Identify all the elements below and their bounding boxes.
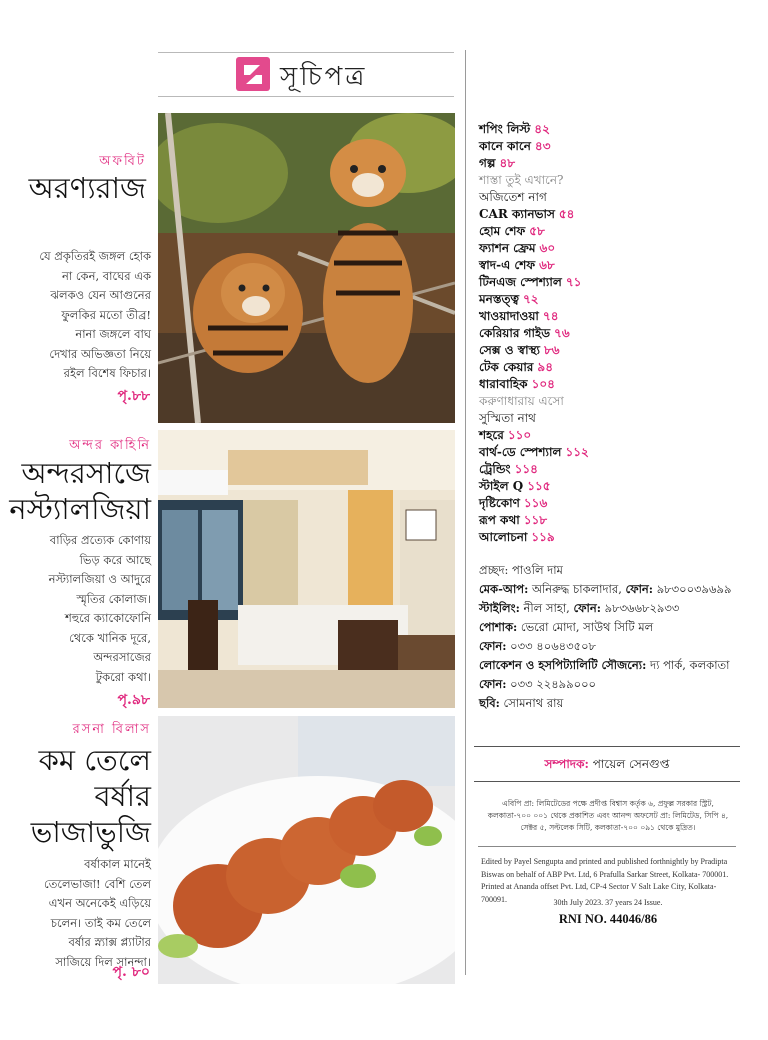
page-title: সূচিপত্র — [280, 62, 368, 92]
blurb-line: এখন অনেকেই এড়িয়ে — [48, 896, 151, 910]
contents-item[interactable] — [479, 376, 749, 393]
contents-item — [479, 172, 749, 189]
contents-item-page: ৬০ — [539, 241, 556, 255]
header-bottom-rule — [158, 96, 454, 97]
issue-date: 30th July 2023. 37 years 24 Issue. — [553, 898, 663, 907]
credit-line — [479, 561, 759, 580]
credit-value: দ্য পার্ক, কলকাতা — [646, 658, 730, 672]
blurb-line: শহুরে ক্যাকোফোনি — [65, 611, 151, 625]
rni-number: RNI NO. 44046/86 — [558, 912, 658, 926]
contents-item-page: ১১৬ — [523, 496, 548, 510]
contents-item-title: শহরে — [479, 428, 504, 442]
contents-item-title: গল্প — [479, 156, 496, 170]
contents-item-page: ৭১ — [565, 275, 582, 289]
headline-line: নস্ট্যালজিয়া — [9, 492, 151, 526]
credit-value: ৯৮৩৬৬৮২৯৩৩ — [600, 601, 680, 615]
contents-item-title: মনস্তত্ত্ব — [479, 292, 519, 306]
blurb-line: ঝলকও যেন আগুনের — [50, 288, 151, 302]
contents-item-page: ৭৬ — [554, 326, 570, 340]
contents-item[interactable] — [479, 291, 749, 308]
tiger-cubs-photo — [158, 113, 455, 423]
credit-value: ০৩৩ ২২৪৯৯০০০ — [506, 677, 597, 691]
blurb-line: বর্ষার স্ন্যাক্স প্ল্যাটার — [68, 935, 151, 949]
contents-item — [479, 393, 749, 410]
blurb-line: বর্ষাকাল মানেই — [84, 857, 151, 871]
credit-line — [479, 580, 759, 599]
contents-item[interactable] — [479, 478, 749, 495]
blurb-line: সাজিয়ে দিল সানন্দা। — [55, 954, 151, 969]
contents-item-title: অজিতেশ নাগ — [479, 190, 547, 204]
contents-item[interactable] — [479, 427, 749, 444]
credit-value: পাওলি দাম — [508, 563, 563, 577]
editor-name: পায়েল সেনগুপ্ত — [588, 757, 670, 771]
contents-item-title: করুণাধারায় এসো — [479, 394, 564, 408]
editor-line — [474, 756, 740, 776]
contents-item — [479, 410, 749, 427]
credit-value: ভেরো মোদা, সাউথ সিটি মল — [517, 620, 654, 634]
contents-item[interactable] — [479, 342, 749, 359]
dining-room-photo — [158, 430, 455, 708]
contents-item-page: ৯৪ — [537, 360, 553, 374]
story-page-ref[interactable]: পৃ.৮৮ — [117, 388, 150, 404]
contents-item[interactable] — [479, 495, 749, 512]
contents-item-title: স্বাদ-এ শেফ — [479, 258, 536, 272]
credit-label: মেক-আপ: — [479, 582, 529, 596]
editor-bottom-rule — [474, 781, 740, 782]
contents-item[interactable] — [479, 529, 749, 546]
headline-line: বর্ষার — [94, 779, 151, 813]
headline-line: অরণ্যরাজ — [28, 171, 146, 205]
contents-item-title: CAR ক্যানভাস — [479, 207, 555, 221]
contents-item-title: হোম শেফ — [479, 224, 526, 238]
credit-label: স্টাইলিং: — [479, 601, 520, 615]
editor-top-rule — [474, 746, 740, 747]
blurb-line: চলেন। তাই কম তেলে — [50, 915, 151, 930]
credit-label: ফোন: — [573, 601, 601, 615]
magazine-logo-icon — [236, 57, 270, 91]
contents-item-page: ১১২ — [565, 445, 589, 459]
contents-item[interactable] — [479, 121, 749, 138]
contents-item-title: সুস্মিতা নাথ — [479, 411, 536, 425]
contents-item[interactable] — [479, 325, 749, 342]
contents-item-title: কেরিয়ার গাইড — [479, 326, 551, 340]
contents-item-title: বার্থ-ডে স্পেশ্যাল — [479, 445, 562, 459]
credit-value: সোমনাথ রায় — [499, 696, 564, 710]
story-kicker: অফবিট — [99, 154, 146, 169]
headline-line: ভাজাভুজি — [30, 815, 151, 849]
contents-item-title: খাওয়াদাওয়া — [479, 309, 539, 323]
credit-value: নীল সাহা, — [519, 601, 574, 615]
imprint-rule — [478, 846, 736, 847]
credit-value: ০৩৩ ৪০৬৪৩৫০৮ — [506, 639, 597, 653]
contents-item-title: রূপ কথা — [479, 513, 520, 527]
imprint-english: Edited by Payel Sengupta and printed and published forthnightly by Pradipta Biswas on behalf of ABP Pvt. Ltd, 6 Prafulla Sarkar Street, Kolkata- 700001. Printed at Ananda offset Pvt. Ltd, CP-4 Sector V Salt Lake City, Kolkata- 700091. — [481, 857, 729, 904]
story-blurb — [20, 855, 151, 972]
contents-item-title: শপিং লিস্ট — [479, 122, 531, 136]
story-headline[interactable] — [20, 170, 146, 206]
contents-item-page: ৪২ — [534, 122, 550, 136]
contents-item[interactable] — [479, 155, 749, 172]
contents-item-page: ১১৯ — [531, 530, 555, 544]
column-divider — [465, 50, 466, 975]
credit-label: প্রচ্ছদ: — [479, 563, 509, 577]
contents-item[interactable] — [479, 257, 749, 274]
contents-item-page: ৭২ — [523, 292, 539, 306]
contents-item-title: আলোচনা — [479, 530, 528, 544]
contents-item-page: ৫৪ — [558, 207, 575, 221]
story-kicker: অন্দর কাহিনি — [69, 438, 151, 453]
credit-value: ৯৮৩০০৩৯৬৯৯ — [653, 582, 732, 596]
contents-item[interactable] — [479, 444, 749, 461]
header-top-rule — [158, 52, 454, 53]
contents-item-page: ১১৪ — [514, 462, 538, 476]
story-page-ref[interactable]: পৃ. ৮০ — [112, 964, 150, 980]
story-headline[interactable] — [10, 742, 151, 850]
credit-label: ফোন: — [479, 677, 507, 691]
story-page-ref[interactable]: পৃ.৯৮ — [117, 692, 150, 708]
blurb-line: বাড়ির প্রত্যেক কোণায় — [49, 533, 151, 547]
credit-line — [479, 656, 759, 675]
contents-item[interactable] — [479, 308, 749, 325]
contents-item[interactable] — [479, 274, 749, 291]
blurb-line: দেখার অভিজ্ঞতা নিয়ে — [49, 346, 151, 361]
credit-line — [479, 618, 759, 637]
story-kicker: রসনা বিলাস — [72, 722, 151, 737]
contents-item-title: ফ্যাশন ফ্রেম — [479, 241, 536, 255]
contents-item-title: শাস্তা তুই এখানে? — [479, 173, 564, 187]
contents-item — [479, 189, 749, 206]
blurb-line: ফুলকির মতো তীব্র! — [61, 307, 151, 322]
contents-item-page: ৭৪ — [542, 309, 559, 323]
credit-value: অনিরুদ্ধ চাকলাদার, — [528, 582, 626, 596]
credit-label: ছবি: — [479, 696, 500, 710]
contents-item[interactable] — [479, 461, 749, 478]
credit-label: পোশাক: — [479, 620, 518, 634]
contents-item[interactable] — [479, 359, 749, 376]
credit-line — [479, 694, 759, 713]
blurb-line: না কেন, বাঘের এক — [62, 268, 151, 283]
blurb-line: থেকে খানিক দূরে, — [69, 630, 151, 645]
contents-item-title: টিনএজ স্পেশ্যাল — [479, 275, 562, 289]
contents-item-page: ১১৮ — [523, 513, 548, 527]
credit-line — [479, 599, 759, 618]
fried-snacks-photo — [158, 716, 455, 984]
editor-label: সম্পাদক: — [544, 757, 589, 771]
contents-item-title: স্টাইল Q — [479, 479, 524, 493]
headline-line: অন্দরসাজে — [21, 456, 151, 490]
contents-item-title: দৃষ্টিকোণ — [479, 496, 520, 510]
contents-list — [479, 121, 749, 546]
contents-item[interactable] — [479, 138, 749, 155]
contents-item-title: কানে কানে — [479, 139, 531, 153]
story-blurb — [20, 531, 151, 687]
blurb-line: তেলেভাজা! বেশি তেল — [44, 876, 151, 891]
contents-item-title: ট্রেন্ডিং — [479, 462, 511, 476]
cover-credits — [479, 561, 759, 713]
story-headline[interactable] — [0, 455, 151, 527]
contents-item[interactable] — [479, 223, 749, 240]
blurb-line: স্মৃতির কোলাজ। — [76, 591, 151, 606]
contents-item-page: ১১০ — [507, 428, 532, 442]
contents-item-title: টেক কেয়ার — [479, 360, 534, 374]
contents-item-page: ৮৬ — [544, 343, 560, 357]
contents-item-page: ৫৮ — [529, 224, 545, 238]
blurb-line: যে প্রকৃতিরই জঙ্গল হোক — [39, 249, 151, 263]
contents-item[interactable] — [479, 240, 749, 257]
credit-label: ফোন: — [625, 582, 654, 596]
contents-item-page: ৪৮ — [499, 156, 516, 170]
headline-line: কম তেলে — [38, 743, 151, 777]
contents-item-page: ৪৩ — [534, 139, 551, 153]
blurb-line: নানা জঙ্গলে বাঘ — [75, 327, 151, 341]
contents-item-title: সেক্স ও স্বাস্থ্য — [479, 343, 541, 357]
imprint-bengali: এবিপি প্রা: লিমিটেডের পক্ষে প্রদীপ্ত বিশ্বাস কর্তৃক ৬, প্রফুল্ল সরকার স্ট্রিট, কলকাতা-৭০০ ০০১ থেকে প্রকাশিত এবং আনন্দ অফসেট প্রা: লিমিটেড, সিপি ৪, সেক্টর ৫, সল্টলেক সিটি, কলকাতা-৭০০ ০৯১ থেকে মুদ্রিত। — [487, 799, 729, 832]
contents-item[interactable] — [479, 512, 749, 529]
credit-line — [479, 637, 759, 656]
credit-label: লোকেশন ও হসপিট্যালিটি সৌজন্যে: — [479, 658, 647, 672]
story-blurb — [20, 247, 151, 384]
blurb-line: অন্দরসাজের — [93, 650, 151, 664]
blurb-line: টুকরো কথা। — [95, 669, 151, 684]
blurb-line: ভিড় করে আছে — [79, 552, 151, 567]
contents-item-title: ধারাবাহিক — [479, 377, 528, 391]
contents-item-page: ৬৮ — [539, 258, 555, 272]
blurb-line: রইল বিশেষ ফিচার। — [63, 366, 151, 380]
contents-item-page: ১১৫ — [527, 479, 551, 493]
credit-line — [479, 675, 759, 694]
contents-item-page: ১০৪ — [531, 377, 555, 391]
contents-item[interactable] — [479, 206, 749, 223]
blurb-line: নস্ট্যালজিয়া ও আদুরে — [48, 572, 151, 586]
credit-label: ফোন: — [479, 639, 507, 653]
